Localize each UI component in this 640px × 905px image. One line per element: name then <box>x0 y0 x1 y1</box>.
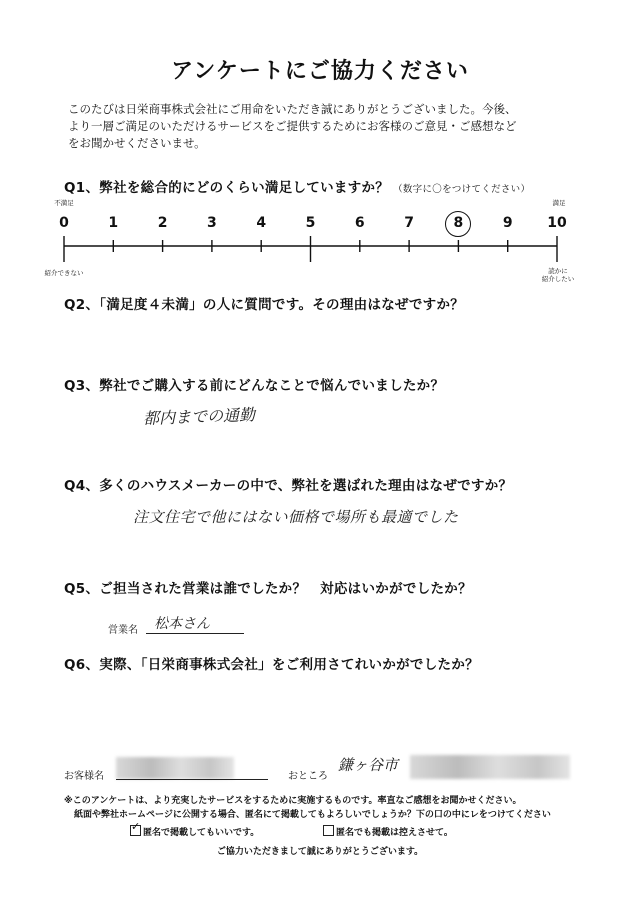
address-value: 鎌ヶ谷市 <box>338 756 399 774</box>
question-1-text: Q1、弊社を総合的にどのくらい満足していますか？ <box>64 180 390 196</box>
question-1 <box>64 176 530 196</box>
question-3-answer: 都内までの通勤 <box>142 405 256 428</box>
scale-right-bottom-line-2: 紹介したい <box>541 275 575 283</box>
sales-name-underline <box>146 633 244 634</box>
intro-line-2: より一層ご満足のいただけるサービスをご提供するためにお客様のご意見・ご感想など <box>68 119 517 133</box>
satisfaction-scale-line <box>0 236 640 268</box>
scale-right-top-label: 満足 <box>552 199 566 207</box>
sales-name-label: 営業名 <box>108 625 138 636</box>
scale-number-6[interactable]: 6 <box>354 215 365 231</box>
intro-line-1: このたびは日栄商事株式会社にご用命をいただき誠にありがとうございました。今後、 <box>68 102 517 116</box>
question-5-text: Q5、ご担当された営業は誰でしたか？ 対応はいかがでしたか？ <box>64 581 472 597</box>
scale-number-4[interactable]: 4 <box>256 215 267 231</box>
scale-ticks <box>64 236 557 262</box>
scale-right-bottom-line-1: 読かに <box>548 267 568 275</box>
address-redacted <box>410 755 570 779</box>
intro-line-3: をお聞かせくださいませ。 <box>68 136 206 150</box>
page-title: アンケートにご協力ください <box>171 59 469 84</box>
scale-number-9[interactable]: 9 <box>502 215 513 231</box>
scale-number-2[interactable]: 2 <box>157 215 168 231</box>
question-1-note: （数字に〇をつけてください） <box>393 184 531 195</box>
scale-right-bottom-label <box>540 267 576 283</box>
scale-number-7[interactable]: 7 <box>404 215 414 231</box>
question-6-text: Q6、実際、「日栄商事株式会社」をご利用さてれいかがでしたか？ <box>64 657 479 673</box>
address-label: おところ <box>288 771 328 782</box>
scale-left-bottom-label: 紹介できない <box>44 269 84 277</box>
scale-left-top-label: 不満足 <box>54 199 74 207</box>
option-yes[interactable] <box>130 820 260 840</box>
option-yes-label: 匿名で掲載してもいいです。 <box>143 828 260 838</box>
selected-score-circle <box>445 211 471 237</box>
footer-note-2: 紙面や弊社ホームページに公開する場合、匿名にて掲載してもよろしいでしょうか？下の口の中にレをつけてください <box>74 810 551 820</box>
option-no-label: 匿名でも掲載は控えさせて。 <box>336 828 453 838</box>
scale-number-0[interactable]: 0 <box>59 215 69 231</box>
customer-name-label: お客様名 <box>64 771 104 782</box>
scale-number-5[interactable]: 5 <box>305 215 316 231</box>
customer-name-underline <box>116 779 268 780</box>
scale-number-10[interactable]: 10 <box>547 215 567 231</box>
option-no-checkbox[interactable] <box>323 825 334 836</box>
customer-name-redacted <box>116 757 234 779</box>
question-3-text: Q3、弊社でご購入する前にどんなことで悩んでいましたか？ <box>64 378 445 394</box>
question-4-text: Q4、多くのハウスメーカーの中で、弊社を選ばれた理由はなぜですか？ <box>64 478 513 494</box>
thanks-text: ご協力いただきまして誠にありがとうございます。 <box>216 847 424 857</box>
option-yes-checkbox[interactable] <box>130 820 141 836</box>
scale-number-8[interactable]: 8 <box>453 215 464 231</box>
footer-note-1: ※このアンケートは、より充実したサービスをするために実施するものです。率直なご感想をお聞かせください。 <box>64 796 522 806</box>
scale-number-1[interactable]: 1 <box>108 215 119 231</box>
intro-text <box>68 101 588 152</box>
question-4-answer: 注文住宅で他にはない価格で場所も最適でした <box>133 508 459 526</box>
checkmark-icon: ✓ <box>131 820 141 833</box>
sales-name-value: 松本さん <box>154 616 210 632</box>
question-2-text: Q2、「満足度４未満」の人に質問です。その理由はなぜですか？ <box>64 297 465 313</box>
scale-number-3[interactable]: 3 <box>207 215 217 231</box>
option-no[interactable] <box>323 825 453 840</box>
